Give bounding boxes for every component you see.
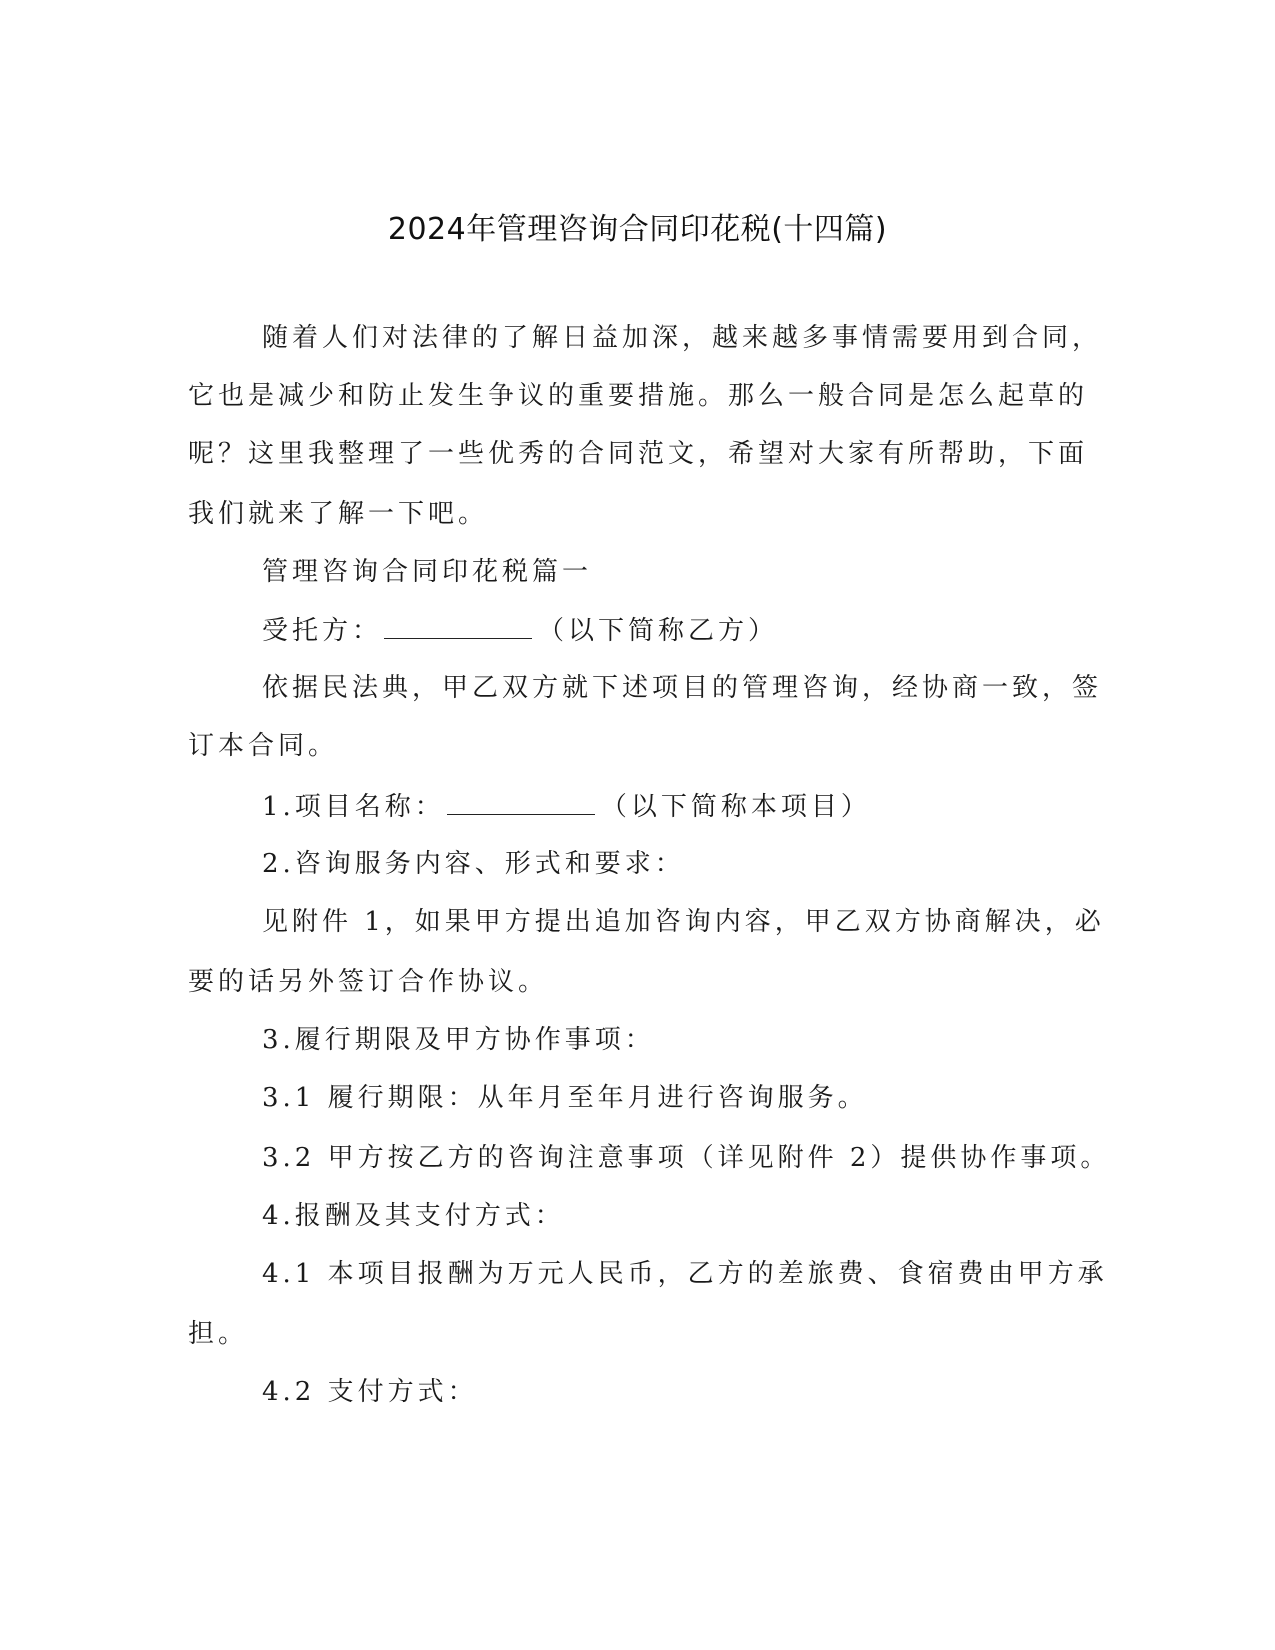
intro-line-1: 随着人们对法律的了解日益加深，越来越多事情需要用到合同， <box>262 323 1103 353</box>
item4-line: 4.报酬及其支付方式： <box>262 1201 565 1231</box>
trustee-label: 受托方： <box>262 616 383 646</box>
item4-1-line-2: 担。 <box>188 1319 249 1349</box>
item1-line <box>262 788 871 825</box>
item2-line: 2.咨询服务内容、形式和要求： <box>262 849 685 879</box>
item1-blank <box>447 788 595 815</box>
item3-line: 3.履行期限及甲方协作事项： <box>262 1025 655 1055</box>
document-title: 2024年管理咨询合同印花税(十四篇) <box>387 212 888 247</box>
item4-2-line: 4.2 支付方式： <box>262 1377 478 1407</box>
basis-line-1: 依据民法典，甲乙双方就下述项目的管理咨询，经协商一致，签 <box>262 673 1103 703</box>
item4-1-line-1: 4.1 本项目报酬为万元人民币，乙方的差旅费、食宿费由甲方承 <box>262 1259 1108 1289</box>
item1-label: 1.项目名称： <box>262 792 445 822</box>
attachment-line-2: 要的话另外签订合作协议。 <box>188 967 549 997</box>
intro-line-4: 我们就来了解一下吧。 <box>188 499 489 529</box>
section-heading: 管理咨询合同印花税篇一 <box>262 557 593 587</box>
item1-suffix: （以下简称本项目） <box>600 792 871 822</box>
intro-line-3: 呢？这里我整理了一些优秀的合同范文，希望对大家有所帮助，下面 <box>188 439 1089 469</box>
basis-line-2: 订本合同。 <box>188 731 339 761</box>
trustee-blank <box>384 612 532 639</box>
item3-2-line: 3.2 甲方按乙方的咨询注意事项（详见附件 2）提供协作事项。 <box>262 1143 1111 1173</box>
item3-1-line: 3.1 履行期限：从年月至年月进行咨询服务。 <box>262 1083 868 1113</box>
intro-line-2: 它也是减少和防止发生争议的重要措施。那么一般合同是怎么起草的 <box>188 381 1089 411</box>
trustee-line <box>262 612 778 649</box>
attachment-line-1: 见附件 1，如果甲方提出追加咨询内容，甲乙双方协商解决，必 <box>262 907 1105 937</box>
trustee-suffix: （以下简称乙方） <box>538 616 779 646</box>
